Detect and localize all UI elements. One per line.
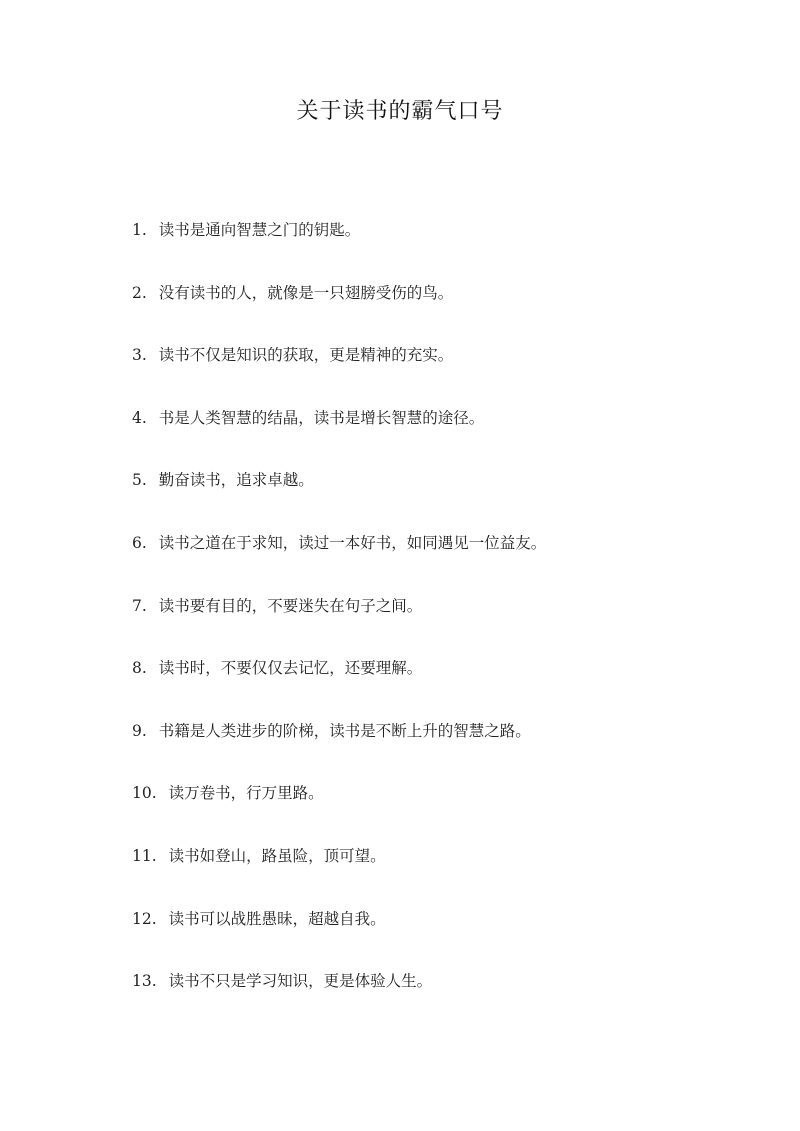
slogan-number: 6.: [132, 533, 147, 552]
slogan-item-6: [132, 526, 752, 589]
slogan-text: 读书要有目的，不要迷失在句子之间。: [158, 596, 423, 615]
slogan-number: 10.: [132, 784, 157, 803]
slogan-number: 3.: [132, 346, 147, 365]
slogan-item-12: [132, 902, 752, 965]
slogan-number: 9.: [132, 721, 147, 740]
slogan-text: 没有读书的人，就像是一只翅膀受伤的鸟。: [158, 283, 454, 302]
slogan-item-7: [132, 589, 752, 652]
slogan-text: 书籍是人类进步的阶梯，读书是不断上升的智慧之路。: [158, 721, 531, 740]
slogan-text: 读书不仅是知识的获取，更是精神的充实。: [158, 346, 454, 365]
slogan-number: 5.: [132, 471, 147, 490]
slogan-number: 2.: [132, 283, 147, 302]
slogan-text: 书是人类智慧的结晶，读书是增长智慧的途径。: [158, 408, 485, 427]
slogan-item-3: [132, 338, 752, 401]
slogan-item-2: [132, 276, 752, 339]
slogan-item-1: [132, 213, 752, 276]
slogan-item-13: [132, 964, 752, 1027]
slogan-item-10: [132, 776, 752, 839]
slogan-text: 读书时，不要仅仅去记忆，还要理解。: [158, 659, 423, 678]
slogan-number: 8.: [132, 659, 147, 678]
slogan-text: 勤奋读书，追求卓越。: [158, 471, 314, 490]
slogan-item-9: [132, 714, 752, 777]
slogan-item-11: [132, 839, 752, 902]
slogan-number: 13.: [132, 972, 157, 991]
slogan-text: 读书之道在于求知，读过一本好书，如同遇见一位益友。: [158, 533, 547, 552]
slogan-number: 7.: [132, 596, 147, 615]
slogan-text: 读书是通向智慧之门的钥匙。: [158, 221, 361, 239]
slogan-number: 11.: [132, 846, 157, 865]
slogan-item-5: [132, 463, 752, 526]
slogan-list: [132, 213, 752, 1027]
slogan-item-8: [132, 651, 752, 714]
slogan-text: 读万卷书，行万里路。: [168, 784, 324, 803]
page-title: 关于读书的霸气口号: [296, 99, 504, 124]
slogan-item-4: [132, 401, 752, 464]
slogan-number: 12.: [132, 909, 157, 928]
slogan-text: 读书可以战胜愚昧，超越自我。: [168, 909, 386, 928]
slogan-number: 1.: [132, 221, 147, 239]
slogan-text: 读书如登山，路虽险，顶可望。: [168, 846, 386, 865]
slogan-text: 读书不只是学习知识，更是体验人生。: [168, 972, 433, 991]
slogan-number: 4.: [132, 408, 147, 427]
